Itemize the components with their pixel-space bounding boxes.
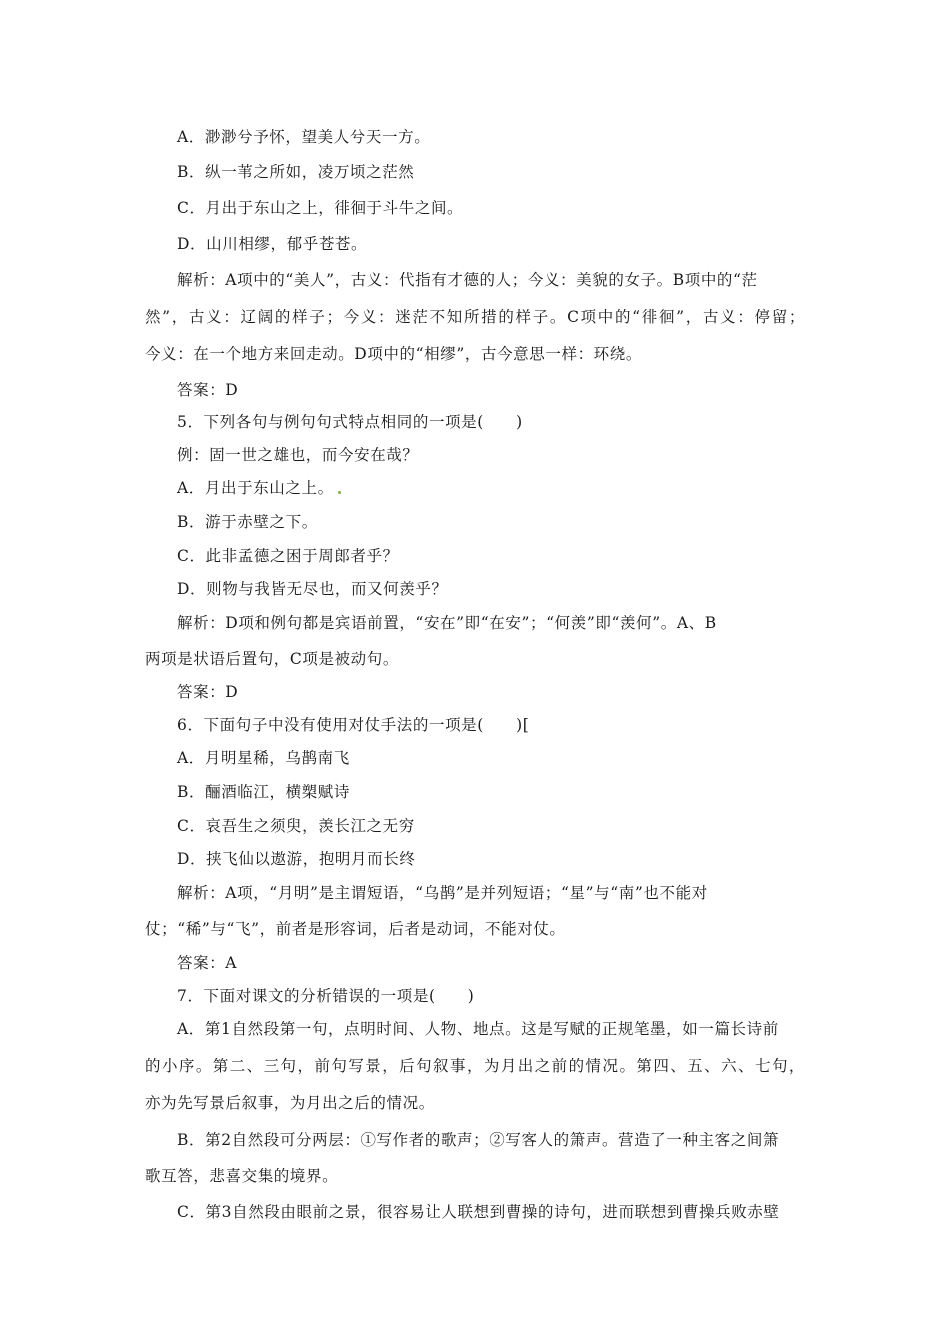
question-5: 5．下列各句与例句句式特点相同的一项是( )	[177, 413, 523, 431]
option-a-line: A．渺渺兮予怀，望美人兮天一方。	[177, 128, 431, 146]
question-6: 6．下面句子中没有使用对仗手法的一项是( )[	[177, 716, 530, 734]
analysis-line: 今义：在一个地方来回走动。D项中的“相缪”，古今意思一样：环绕。	[145, 345, 642, 363]
question-7: 7．下面对课文的分析错误的一项是( )	[177, 987, 475, 1005]
option-c-line: C．哀吾生之须臾，羡长江之无穷	[177, 817, 415, 835]
answer-line: 答案：D	[177, 683, 239, 701]
option-b-line: B．酾酒临江，横槊赋诗	[177, 783, 350, 801]
stray-mark	[338, 491, 341, 494]
option-b-line: B．游于赤壁之下。	[177, 513, 318, 531]
option-d-line: D．挟飞仙以遨游，抱明月而长终	[177, 850, 416, 868]
option-c-line: C．此非孟德之困于周郎者乎？	[177, 547, 399, 565]
analysis-line: 解析：A项，“月明”是主谓短语，“乌鹊”是并列短语；“星”与“南”也不能对	[177, 884, 708, 902]
option-text: A．月出于东山之上。	[177, 479, 334, 497]
analysis-line: 解析：A项中的“美人”，古义：代指有才德的人；今义：美貌的女子。B项中的“茫	[177, 271, 758, 289]
option-b-line: B．纵一苇之所如，凌万顷之茫然	[177, 163, 415, 181]
option-a-continued: 亦为先写景后叙事，为月出之后的情况。	[145, 1094, 435, 1112]
analysis-line: 然”，古义：辽阔的样子；今义：迷茫不知所措的样子。C项中的“徘徊”，古义：停留；	[145, 308, 805, 326]
option-a-line	[177, 476, 341, 498]
answer-line: 答案：A	[177, 954, 238, 972]
option-d-line: D．山川相缪，郁乎苍苍。	[177, 235, 368, 253]
analysis-line: 两项是状语后置句，C项是被动句。	[145, 650, 399, 668]
answer-line: 答案：D	[177, 381, 239, 399]
option-a-line: A．第1自然段第一句，点明时间、人物、地点。这是写赋的正规笔墨，如一篇长诗前	[177, 1020, 779, 1038]
option-c-line: C．月出于东山之上，徘徊于斗牛之间。	[177, 199, 464, 217]
option-d-line: D．则物与我皆无尽也，而又何羡乎？	[177, 580, 448, 598]
example-line: 例：固一世之雄也，而今安在哉？	[177, 446, 419, 464]
option-b-line: B．第2自然段可分两层：①写作者的歌声；②写客人的箫声。营造了一种主客之间箫	[177, 1131, 780, 1149]
analysis-line: 解析：D项和例句都是宾语前置，“安在”即“在安”；“何羡”即“羡何”。A、B	[177, 614, 717, 632]
option-a-line: A．月明星稀，乌鹊南飞	[177, 749, 350, 767]
option-b-continued: 歌互答，悲喜交集的境界。	[145, 1167, 339, 1185]
option-a-continued: 的小序。第二、三句，前句写景，后句叙事，为月出之前的情况。第四、五、六、七句，	[145, 1057, 805, 1075]
analysis-line: 仗；“稀”与“飞”，前者是形容词，后者是动词，不能对仗。	[145, 920, 566, 938]
option-c-line: C．第3自然段由眼前之景，很容易让人联想到曹操的诗句，进而联想到曹操兵败赤壁	[177, 1203, 780, 1221]
